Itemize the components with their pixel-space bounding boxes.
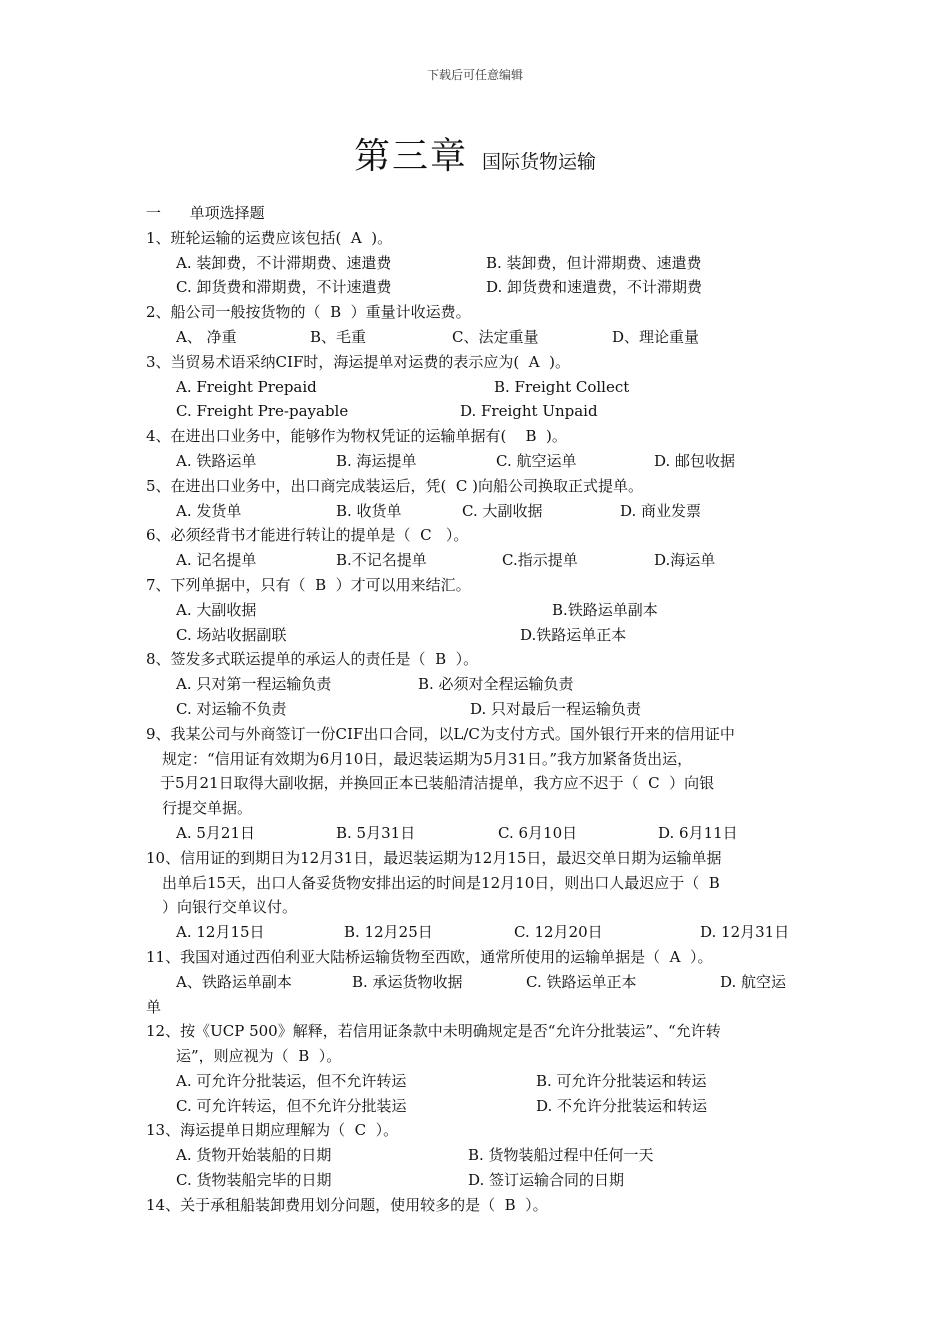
option: A、 净重 xyxy=(176,327,237,346)
option: D. 商业发票 xyxy=(620,501,702,520)
option: C. 场站收据副联 xyxy=(176,625,287,644)
option-row xyxy=(146,399,806,424)
option-row xyxy=(146,548,806,573)
option: D. 卸货费和速遣费，不计滞期费 xyxy=(486,278,703,297)
option-row xyxy=(146,970,806,995)
section-heading: 一 单项选择题 xyxy=(146,204,265,222)
question-text: 14、关于承租船装卸费用划分问题，使用较多的是（ B ）。 xyxy=(146,1195,548,1214)
question-text: 12、按《UCP 500》解释，若信用证条款中未明确规定是否“允许分批装运”、“允许转 xyxy=(146,1022,721,1041)
option-row xyxy=(146,1168,806,1193)
question-text: 3、当贸易术语采纳CIF时，海运提单对运费的表示应为( A )。 xyxy=(146,352,570,371)
option: D.铁路运单正本 xyxy=(520,625,627,644)
question-list xyxy=(146,201,806,1218)
header-note: 下载后可任意编辑 xyxy=(426,68,523,82)
option: D. 不允许分批装运和转运 xyxy=(536,1096,708,1115)
question-text-cont: ）向银行交单议付。 xyxy=(162,898,298,917)
question-text: 4、在进出口业务中，能够作为物权凭证的运输单据有( B )。 xyxy=(146,427,567,446)
page-title xyxy=(0,128,950,179)
option: B.铁路运单副本 xyxy=(552,600,658,619)
option: D. 签订运输合同的日期 xyxy=(468,1171,625,1190)
option: B. Freight Collect xyxy=(494,377,630,396)
option: B. 收货单 xyxy=(336,501,402,520)
option: D. 只对最后一程运输负责 xyxy=(470,699,642,718)
option: B、毛重 xyxy=(310,327,367,346)
question-text: 6、必须经背书才能进行转让的提单是（ C ）。 xyxy=(146,526,469,545)
option: C、法定重量 xyxy=(452,327,539,346)
option: B. 5月31日 xyxy=(336,823,416,842)
question-text: 9、我某公司与外商签订一份CIF出口合同，以L/C为支付方式。国外银行开来的信用证中 xyxy=(146,724,735,743)
question-text: 2、船公司一般按货物的（ B ）重量计收运费。 xyxy=(146,303,471,322)
question-text: 11、我国对通过西伯利亚大陆桥运输货物至西欧，通常所使用的运输单据是（ A ）。 xyxy=(146,947,713,966)
option: D、理论重量 xyxy=(612,327,700,346)
option: C. 6月10日 xyxy=(498,823,578,842)
option-row xyxy=(146,1094,806,1119)
option: A. 记名提单 xyxy=(176,551,257,570)
option: A. 12月15日 xyxy=(176,923,265,942)
option: B. 海运提单 xyxy=(336,451,417,470)
option: C. 对运输不负责 xyxy=(176,699,287,718)
option: A. 可允许分批装运，但不允许转运 xyxy=(176,1071,407,1090)
question-text-cont: 运”，则应视为（ B ）。 xyxy=(176,1047,342,1066)
option: A. 只对第一程运输负责 xyxy=(176,675,332,694)
option: C. 卸货费和滞期费，不计速遣费 xyxy=(176,278,392,297)
question-text: 13、海运提单日期应理解为（ C ）。 xyxy=(146,1121,399,1140)
option-row xyxy=(146,375,806,400)
option: A. Freight Prepaid xyxy=(176,377,317,396)
question-text: 5、在进出口业务中，出口商完成装运后，凭( C )向船公司换取正式提单。 xyxy=(146,476,644,495)
option-row xyxy=(146,697,806,722)
chapter-subtitle: 国际货物运输 xyxy=(482,151,597,173)
option-row xyxy=(146,275,806,300)
option: C. 大副收据 xyxy=(462,501,543,520)
option-row xyxy=(146,449,806,474)
question-text: 10、信用证的到期日为12月31日，最迟装运期为12月15日，最迟交单日期为运输单据 xyxy=(146,848,722,867)
option-row xyxy=(146,1143,806,1168)
option-row xyxy=(146,1069,806,1094)
option: C. 铁路运单正本 xyxy=(526,972,637,991)
option-row xyxy=(146,499,806,524)
option-row xyxy=(146,821,806,846)
chapter-title: 第三章 xyxy=(353,136,468,177)
question-text-cont: 于5月21日取得大副收据，并换回正本已装船清洁提单，我方应不迟于（ C ）向银 xyxy=(160,774,715,793)
option: A. 货物开始装船的日期 xyxy=(176,1146,332,1165)
option-row xyxy=(146,325,806,350)
option: D. Freight Unpaid xyxy=(460,402,598,421)
option: C. Freight Pre-payable xyxy=(176,402,349,421)
option: B. 货物装船过程中任何一天 xyxy=(468,1146,654,1165)
option-row xyxy=(146,920,806,945)
option: D. 12月31日 xyxy=(700,923,790,942)
question-text-cont: 规定：“信用证有效期为6月10日，最迟装运期为5月31日。”我方加紧备货出运， xyxy=(162,749,693,768)
question-text: 7、下列单据中，只有（ B ）才可以用来结汇。 xyxy=(146,575,471,594)
option: B. 12月25日 xyxy=(344,923,433,942)
option: C. 12月20日 xyxy=(514,923,603,942)
option-row xyxy=(146,623,806,648)
option-overflow: 单 xyxy=(146,997,162,1016)
option: C. 货物装船完毕的日期 xyxy=(176,1171,332,1190)
option: A. 大副收据 xyxy=(176,600,257,619)
option: B. 装卸费，但计滞期费、速遣费 xyxy=(486,253,702,272)
option: D.海运单 xyxy=(654,551,716,570)
option: C. 可允许转运，但不允许分批装运 xyxy=(176,1096,407,1115)
option: B.不记名提单 xyxy=(336,551,427,570)
option-row xyxy=(146,672,806,697)
option-row xyxy=(146,251,806,276)
question-text: 1、班轮运输的运费应该包括( A )。 xyxy=(146,228,393,247)
option: A. 装卸费，不计滞期费、速遣费 xyxy=(176,253,392,272)
option: D. 航空运 xyxy=(720,972,787,991)
option: B. 可允许分批装运和转运 xyxy=(536,1071,707,1090)
option: A. 发货单 xyxy=(176,501,242,520)
question-text-cont: 出单后15天，出口人备妥货物安排出运的时间是12月10日，则出口人最迟应于（ B xyxy=(162,873,720,892)
option: A、铁路运单副本 xyxy=(176,972,292,991)
option-row xyxy=(146,598,806,623)
question-text-cont: 行提交单据。 xyxy=(162,799,253,818)
option: A. 5月21日 xyxy=(176,823,255,842)
option: C.指示提单 xyxy=(502,551,578,570)
question-text: 8、签发多式联运提单的承运人的责任是（ B ）。 xyxy=(146,650,479,669)
option: D. 6月11日 xyxy=(658,823,738,842)
option: A. 铁路运单 xyxy=(176,451,257,470)
option: B. 承运货物收据 xyxy=(352,972,463,991)
option: D. 邮包收据 xyxy=(654,451,736,470)
option: B. 必须对全程运输负责 xyxy=(418,675,574,694)
option: C. 航空运单 xyxy=(496,451,577,470)
